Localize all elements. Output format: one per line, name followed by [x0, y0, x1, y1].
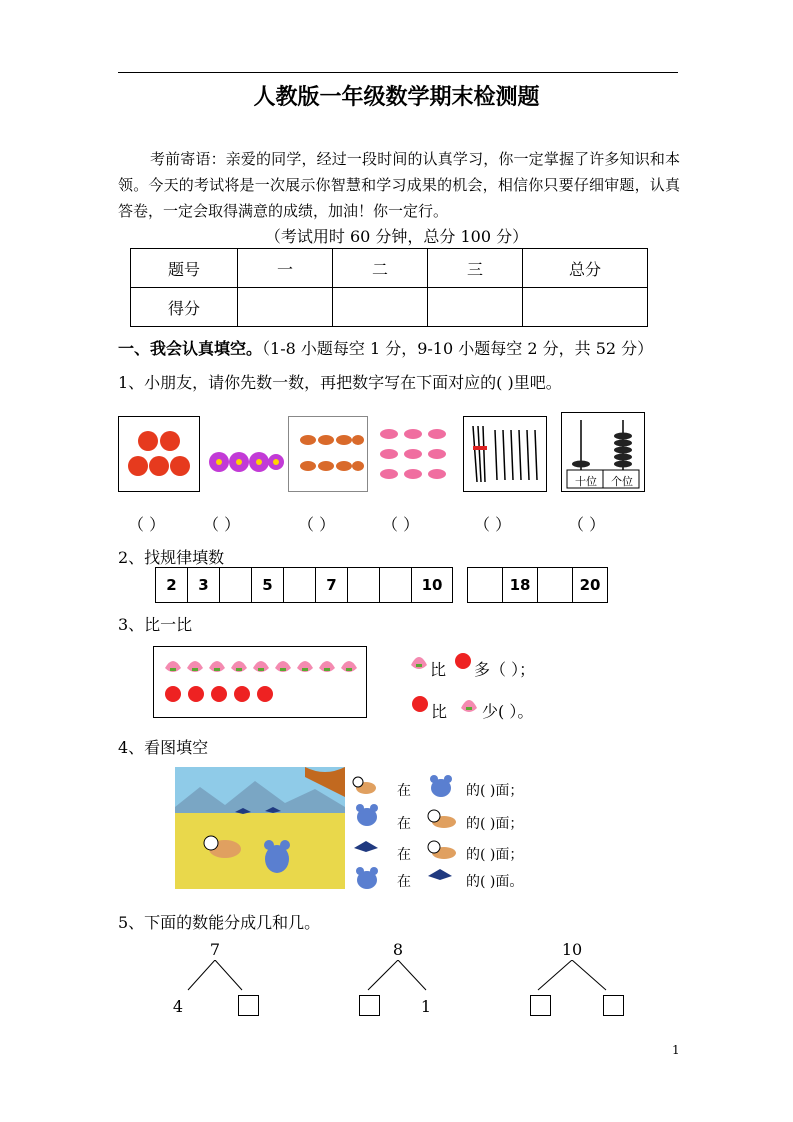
- q1-blank[interactable]: （ ）: [298, 515, 336, 534]
- peach-icon: [458, 692, 480, 714]
- page-number: 1: [672, 1043, 680, 1057]
- q3-line1-compare: 比: [430, 660, 447, 679]
- q4-line1-a: 在: [397, 783, 411, 799]
- score-row-label: 得分: [131, 288, 238, 327]
- bird-icon: [426, 866, 456, 888]
- mouse-icon: [350, 864, 384, 892]
- section1-points: （1-8 小题每空 1 分，9-10 小题每空 2 分，共 52 分）: [262, 339, 654, 358]
- dog-icon: [424, 835, 460, 863]
- bond-blank-box[interactable]: [530, 995, 551, 1016]
- score-cell[interactable]: [428, 288, 523, 327]
- dog-icon: [350, 770, 378, 798]
- score-header-cell: 题号: [131, 249, 238, 288]
- number-bond-lines: [160, 960, 640, 1020]
- seq-cell: 2: [156, 568, 188, 603]
- apple-icon: [409, 692, 431, 714]
- section1-heading: [118, 336, 653, 359]
- score-cell[interactable]: [238, 288, 333, 327]
- bird-icon: [352, 838, 382, 860]
- pink-fish-icon: [380, 429, 446, 479]
- q4-line2-blank[interactable]: 的( )面；: [466, 816, 524, 832]
- page-title: 人教版一年级数学期末检测题: [253, 84, 540, 110]
- q4-line1-blank[interactable]: 的( )面；: [466, 783, 524, 799]
- fish-picture: [288, 416, 368, 492]
- bond-top: 8: [392, 940, 404, 959]
- bond-top: 7: [209, 940, 221, 959]
- peach-icon: [408, 649, 430, 671]
- top-rule: [118, 72, 678, 73]
- bond-left: 4: [172, 997, 184, 1016]
- bond-blank-box[interactable]: [603, 995, 624, 1016]
- seq-cell: 5: [252, 568, 284, 603]
- seq-cell-blank[interactable]: [220, 568, 252, 603]
- q4-line3-blank[interactable]: 的( )面；: [466, 847, 524, 863]
- seq-cell-blank[interactable]: [468, 568, 503, 603]
- compare-picture: [153, 646, 367, 718]
- q4-text: 4、看图填空: [118, 738, 209, 757]
- score-header-cell: 总分: [523, 249, 648, 288]
- sequence-b: [467, 567, 608, 603]
- q1-blank[interactable]: （ ）: [203, 515, 241, 534]
- seq-cell-blank[interactable]: [538, 568, 573, 603]
- seq-cell: 3: [188, 568, 220, 603]
- score-table: [130, 248, 648, 327]
- q3-text: 3、比一比: [118, 615, 193, 634]
- abacus-ones-label: 个位: [611, 475, 633, 488]
- dog-icon: [424, 804, 460, 832]
- q4-line3-a: 在: [397, 847, 411, 863]
- q2-text: 2、找规律填数: [118, 548, 225, 567]
- mouse-icon: [424, 772, 458, 800]
- q3-line2-blank[interactable]: 少( ）。: [482, 702, 534, 721]
- seq-cell-blank[interactable]: [348, 568, 380, 603]
- pink-fish-picture: [371, 418, 453, 490]
- seq-cell: 20: [573, 568, 608, 603]
- seq-cell: 18: [503, 568, 538, 603]
- q5-text: 5、下面的数能分成几和几。: [118, 913, 321, 932]
- score-cell[interactable]: [523, 288, 648, 327]
- mouse-icon: [350, 801, 384, 829]
- score-cell[interactable]: [333, 288, 428, 327]
- seq-cell-blank[interactable]: [380, 568, 412, 603]
- q3-line1-blank[interactable]: 多（ ）；: [474, 660, 536, 679]
- bond-right: 1: [420, 997, 432, 1016]
- oranges-picture: [118, 416, 200, 492]
- q4-line2-a: 在: [397, 816, 411, 832]
- q1-blank[interactable]: （ ）: [128, 515, 166, 534]
- flowers-picture: [203, 418, 285, 492]
- sequence-a: [155, 567, 453, 603]
- q3-line2-compare: 比: [431, 702, 448, 721]
- abacus-tens-label: 十位: [575, 475, 597, 488]
- q1-blank[interactable]: （ ）: [382, 515, 420, 534]
- q1-text: 1、小朋友，请你先数一数，再把数字写在下面对应的( )里吧。: [118, 373, 562, 392]
- q4-line4-a: 在: [397, 874, 411, 890]
- score-header-cell: 三: [428, 249, 523, 288]
- seq-cell: 7: [316, 568, 348, 603]
- q4-line4-blank[interactable]: 的( )面。: [466, 874, 524, 890]
- sticks-picture: [463, 416, 547, 492]
- score-header-cell: 二: [333, 249, 428, 288]
- apple-icon: [452, 649, 474, 671]
- seq-cell-blank[interactable]: [284, 568, 316, 603]
- q1-blank[interactable]: （ ）: [568, 515, 606, 534]
- section1-title: 一、我会认真填空。: [118, 339, 263, 358]
- scene-picture: [175, 767, 345, 889]
- bond-top: 10: [561, 940, 583, 959]
- bond-blank-box[interactable]: [359, 995, 380, 1016]
- seq-cell: 10: [412, 568, 453, 603]
- bond-blank-box[interactable]: [238, 995, 259, 1016]
- intro-paragraph: 考前寄语：亲爱的同学，经过一段时间的认真学习，你一定掌握了许多知识和本领。今天的考试将是一次展示你智慧和学习成果的机会，相信你只要仔细审题，认真答卷，一定会取得满意的成绩，加油！你一定行。: [118, 150, 680, 220]
- exam-time: （考试用时 60 分钟，总分 100 分）: [264, 227, 529, 246]
- score-header-cell: 一: [238, 249, 333, 288]
- q1-blank[interactable]: （ ）: [474, 515, 512, 534]
